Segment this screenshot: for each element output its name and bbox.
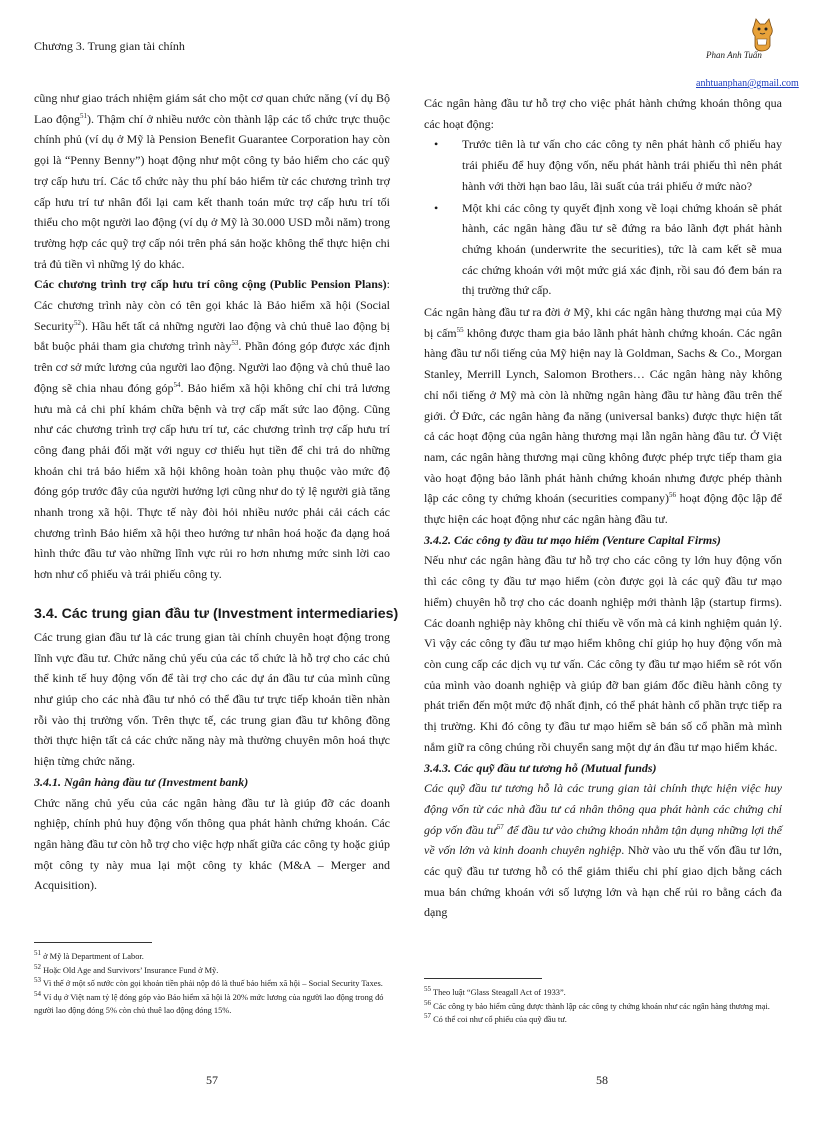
paragraph: Các trung gian đầu tư là các trung gian tài chính chuyên hoạt động trong lĩnh vực đầu tư. Chức năng chủ yếu của các tổ chức là hỗ trợ cho các chủ thể kinh tế huy động vốn để tài trợ cho các dự án đầu tư của mình cũng như giúp cho các nhà đầu tư nhỏ có thể đầu tư trực tiếp khoản tiền nhàn rỗi vào thị trường vốn. Trên thực tế, các trung gian đầu tư không đồng thời thực hiện tất cả các chức năng này mà thường chuyên môn hoá thực hiện từng chức năng. [34,629,390,769]
paragraph: Chức năng chủ yếu của các ngân hàng đầu tư là giúp đỡ các doanh nghiệp, chính phủ huy động vốn thông qua phát hành chứng khoán. Các ngân hàng đầu tư còn hỗ trợ cho việc hợp nhất giữa các công ty hoặc giúp một công ty này mua lại một công ty khác (M&A – Merger and Acquisition). [34,795,390,893]
section-heading: 3.4. Các trung gian đầu tư (Investment intermediaries) [34,605,399,622]
page-number: 58 [596,1073,608,1087]
footnote: $^{56}$ Các công ty bảo hiểm cũng được thành lập các công ty chứng khoán như các ngân hàng thương mại. [424,998,770,1011]
footnote: $^{51}$ ở Mỹ là Department of Labor. [34,949,144,961]
right-column-text [424,93,782,923]
footnote-ref: 53 [231,339,239,348]
bold-lead: Các chương trình trợ cấp hưu trí công cộng (Public Pension Plans) [34,277,387,292]
bullet-list [424,134,782,301]
email-link[interactable]: anhtuanphan@gmail.com [696,78,799,89]
subsection-heading: 3.4.3. Các quỹ đầu tư tương hỗ (Mutual funds) [424,760,657,775]
footnote-ref: 54 [173,380,181,389]
chapter-title: Chương 3. Trung gian tài chính [34,39,185,53]
list-item: • Một khi các công ty quyết định xong về loại chứng khoán sẽ phát hành, các ngân hàng đầu tư sẽ đứng ra bảo lãnh đợt phát hành chứng khoán (underwrite the securities), tức là cam kết sẽ mua các chứng khoán với một mức giá xác định, rồi sau đó đem bán ra thị trường thứ cấp. [424,198,782,302]
paragraph: Các ngân hàng đầu tư ra đời ở Mỹ, khi các ngân hàng thương mại của Mỹ bị cấm$^{55}$ không được tham gia bảo lãnh phát hành chứng khoán. Các ngân hàng đầu tư nổi tiếng của Mỹ hiện nay là Goldman, Sachs & Co., Morgan Stanley, Merrill Lynch, Salomon Brothers… Các ngân hàng này không chỉ nổi tiếng ở Mỹ mà còn là những ngân hàng đầu tư hàng đầu trên thế giới. Ở Đức, các ngân hàng đa năng (universal banks) được thực hiện tất cả các hoạt động của ngân hàng thương mại lẫn ngân hàng đầu tư. Ở Việt nam, các ngân hàng thương mại cũng không được phép trực tiếp tham gia vào hoạt động bảo lãnh phát hành chứng khoán nhưng được phép thành lập các công ty chứng khoán (securities company)$^{56}$ hoạt động độc lập để thực hiện các hoạt động như các ngân hàng đầu tư. [424,305,782,527]
paragraph: Các chương trình trợ cấp hưu trí công cộng (Public Pension Plans): Các chương trình này còn có tên gọi khác là Bảo hiểm xã hội (Social Security$^{52}$). Hầu hết tất cả những người lao động và chủ thuê lao động bị bắt buộc phải tham gia chương trình này$^{53}$. Phần đóng góp được xác định trên cơ sở mức lương của người lao động. Người lao động và chủ thuê lao động sẽ chia nhau đóng góp$^{54}$. Bảo hiểm xã hội không chỉ chi trả lương hưu mà cả chi phí khám chữa bệnh và trợ cấp mất sức lao động. Cũng như các chương trình trợ cấp hưu trí tư, các chương trình trợ cấp hưu trí công đang phải đối mặt với nguy cơ thiếu hụt tiền để chi trả do những khoản chi trả bảo hiểm xã hội không hoàn toàn phụ thuộc vào mức độ đóng góp trước đây của người hưởng lợi cũng như do tỷ lệ người già tăng nhanh trong xã hội. Thực tế này đòi hỏi nhiều nước phải cải cách các chương trình Bảo hiểm xã hội theo hướng tư nhân hoá hoặc đa dạng hoá hình thức đầu tư vào những lĩnh vực rủi ro hơn nhưng mức sinh lời cao hơn như cổ phiếu và trái phiếu công ty. [34,277,390,582]
footnote-ref: 51 [80,111,87,120]
footnotes [34,950,390,1018]
footnote: $^{54}$ Ví dụ ở Việt nam tỷ lệ đóng góp vào Bảo hiểm xã hội là 20% mức lương của người lao động trong đó người lao động đóng 5% còn chủ thuê lao động đóng 15%. [34,989,384,1016]
footnotes [424,986,784,1027]
subsection-heading: 3.4.1. Ngân hàng đầu tư (Investment bank) [34,774,249,789]
footnote: $^{53}$ Vì thế ở một số nước còn gọi khoản tiền phải nộp đó là thuế bảo hiểm xã hội – Social Security Taxes. [34,976,383,989]
footnote-ref: 52 [74,318,81,327]
signature: Phan Anh Tuấn [706,50,762,60]
paragraph: cũng như giao trách nhiệm giám sát cho một cơ quan chức năng (ví dụ Bộ Lao động$^{51}$). Thậm chí ở nhiều nước còn thành lập các tổ chức trực thuộc chính phủ (ví dụ ở Mỹ là Pension Benefit Guarantee Corporation hay còn gọi là “Penny Benny”) hoạt động như một công ty bảo hiểm cho các quỹ trợ cấp hưu trí. Các tổ chức này thu phí bảo hiểm từ các chương trình trợ cấp hưu trí tư nhân đổi lại cam kết thanh toán mức trợ cấp hưu trí tối thiểu cho một người lao động (ví dụ ở Mỹ là 30.000 USD mỗi năm) trong trường hợp các quỹ trợ cấp nói trên phá sản hoặc không thể thực hiện chi trả đủ tiền vì những lý do khác. [34,91,391,271]
subsection-heading: 3.4.2. Các công ty đầu tư mạo hiểm (Venture Capital Firms) [424,532,721,547]
footnote-ref: 55 [456,325,464,334]
cat-icon [748,18,776,52]
paragraph: Các quỹ đầu tư tương hỗ là các trung gian tài chính thực hiện việc huy động vốn từ các nhà đầu tư cá nhân thông qua phát hành các chứng chỉ góp vốn đầu $tư^{57}$ để đầu tư vào chứng khoán nhằm tận dụng những lợi thế về vốn lớn và kinh doanh chuyên nghiệp. Nhờ vào ưu thế vốn đầu tư lớn, các quỹ đầu tư tương hỗ có thể giảm thiểu chi phí giao dịch bằng cách mua bán chứng khoán với số lượng lớn và hạn chế rủi ro bằng cách đa dạng [424,781,782,920]
left-column-text [34,88,399,896]
footnote: $^{52}$ Hoặc Old Age and Survivors’ Insurance Fund ở Mỹ. [34,962,219,975]
footnote: $^{57}$ Có thể coi như cổ phiếu của quỹ đầu tư. [424,1012,567,1025]
paragraph: Các ngân hàng đầu tư hỗ trợ cho việc phát hành chứng khoán thông qua các hoạt động: [424,96,782,131]
list-item: • Trước tiên là tư vấn cho các công ty nên phát hành cổ phiếu hay trái phiếu để huy động vốn, nếu phát hành trái phiếu thì nên phát hành với thời hạn bao lâu, lãi suất của trái phiếu ở mức nào? [424,134,782,196]
footnote-divider [34,942,152,943]
footnote-ref: 57 [496,822,504,831]
footnote: $^{55}$ Theo luật “Glass Steagall Act of 1933”. [424,985,566,997]
footnote-divider [424,978,542,979]
footnote-ref: 56 [669,491,676,500]
author-logo [696,18,776,68]
page-number: 57 [206,1073,218,1087]
right-page [408,0,816,1123]
paragraph: Nếu như các ngân hàng đầu tư hỗ trợ cho các công ty lớn huy động vốn thì các công ty đầu tư mạo hiểm (còn được gọi là các quỹ đầu tư mạo hiểm) chuyên hỗ trợ cho các doanh nghiệp mới thành lập (startup firms). Các doanh nghiệp này không chỉ thiếu về vốn mà cả kinh nghiệm quản lý. Vì vậy các công ty đầu tư mạo hiểm không chỉ giúp họ huy động vốn mà còn cung cấp các dịch vụ tư vấn. Các công ty đầu tư mạo hiểm sẽ rót vốn của mình vào doanh nghiệp và giúp đỡ ban giám đốc điều hành công ty phát triển đến một mức độ nhất định, có thể phát hành cổ phần trực tiếp ra thị trường. Khi đó công ty đầu tư mạo hiểm sẽ bán số cổ phần mà mình nắm giữ ra công chúng rồi chuyển sang một dự án đầu tư mạo hiểm khác. [424,553,782,754]
